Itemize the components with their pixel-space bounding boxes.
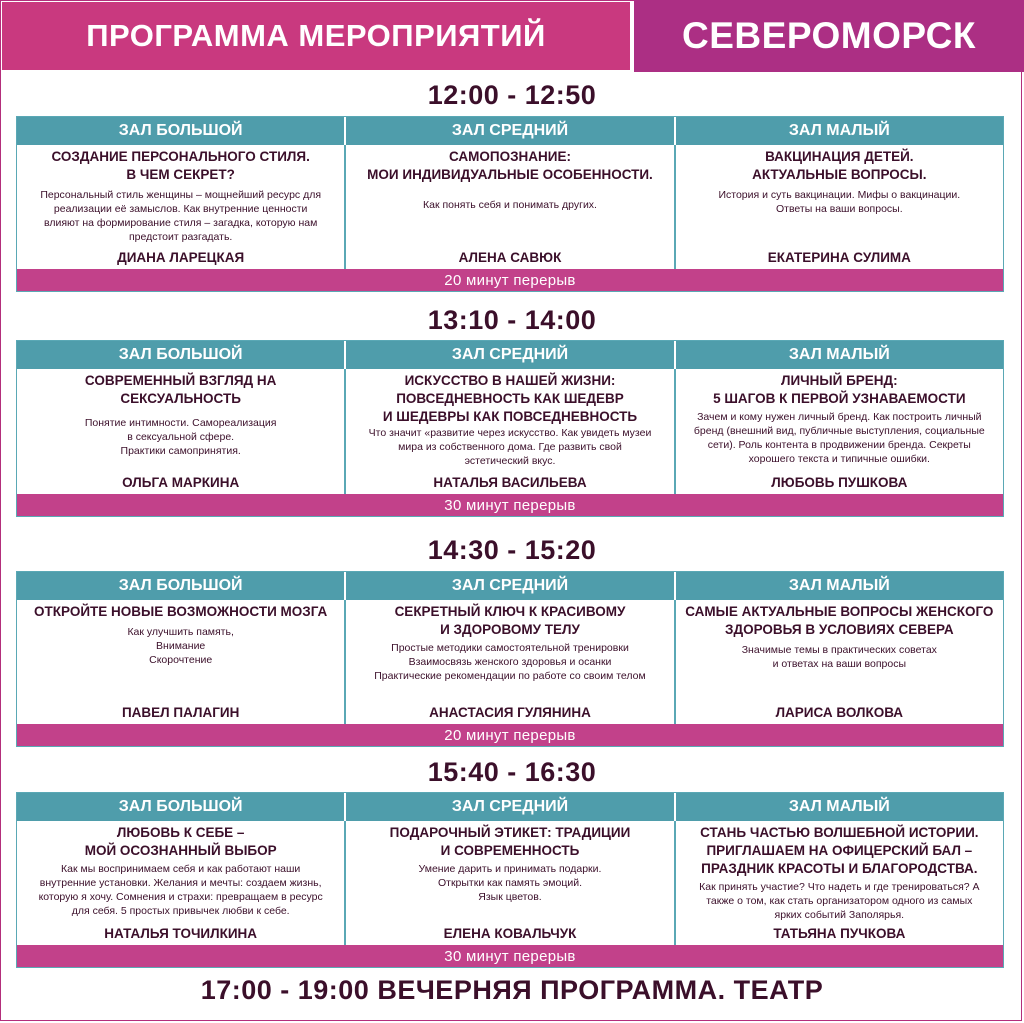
talk-cell bbox=[346, 600, 675, 724]
slot-time: 15:40 - 16:30 bbox=[427, 757, 597, 787]
talk-description: Как мы воспринимаем себя и как работают наши внутренние установки. Желания и мечты: создаем жизнь, которую я хочу. Сомнения и страхи: превращаем в ресурс для себя. 5 простых привычек любви к себе. bbox=[38, 863, 323, 917]
header bbox=[0, 0, 1024, 72]
talk-description: Значимые темы в практических советах и ответах на ваши вопросы bbox=[741, 644, 937, 670]
break-bar: 30 минут перерыв bbox=[17, 494, 1003, 516]
talk-cell bbox=[17, 369, 346, 494]
talk-row bbox=[17, 369, 1003, 494]
talk-title: СЕКРЕТНЫЙ КЛЮЧ К КРАСИВОМУ И ЗДОРОВОМУ ТЕЛУ bbox=[394, 604, 626, 637]
talk-description: Что значит «развитие через искусство. Как увидеть музеи мира из собственного дома. Где развить свой эстетический вкус. bbox=[368, 427, 652, 467]
city-title: СЕВЕРОМОРСК bbox=[634, 0, 1024, 72]
talk-description: Умение дарить и принимать подарки. Открытки как память эмоций. Язык цветов. bbox=[418, 863, 602, 903]
talk-title: СОВРЕМЕННЫЙ ВЗГЛЯД НА СЕКСУАЛЬНОСТЬ bbox=[84, 373, 277, 406]
break-bar: 30 минут перерыв bbox=[17, 945, 1003, 967]
break-bar: 20 минут перерыв bbox=[17, 724, 1003, 746]
speaker-name: НАТАЛЬЯ ТОЧИЛКИНА bbox=[104, 926, 258, 941]
hall-large: ЗАЛ БОЛЬШОЙ bbox=[17, 341, 346, 369]
slot-time: 12:00 - 12:50 bbox=[427, 80, 597, 110]
schedule-block bbox=[16, 571, 1004, 747]
talk-title: ЛИЧНЫЙ БРЕНД: 5 ШАГОВ К ПЕРВОЙ УЗНАВАЕМОСТИ bbox=[713, 373, 966, 406]
talk-cell bbox=[346, 821, 675, 945]
speaker-name: АНАСТАСИЯ ГУЛЯНИНА bbox=[429, 705, 591, 720]
slot-time: 13:10 - 14:00 bbox=[427, 305, 597, 335]
hall-large: ЗАЛ БОЛЬШОЙ bbox=[17, 793, 346, 821]
talk-description: Как улучшить память, Внимание Скорочтение bbox=[127, 626, 234, 666]
speaker-name: ПАВЕЛ ПАЛАГИН bbox=[121, 705, 240, 720]
hall-small: ЗАЛ МАЛЫЙ bbox=[676, 793, 1003, 821]
talk-cell bbox=[17, 821, 346, 945]
talk-title: ИСКУССТВО В НАШЕЙ ЖИЗНИ: ПОВСЕДНЕВНОСТЬ КАК ШЕДЕВР И ШЕДЕВРЫ КАК ПОВСЕДНЕВНОСТЬ bbox=[382, 373, 638, 424]
speaker-name: ДИАНА ЛАРЕЦКАЯ bbox=[117, 250, 245, 265]
hall-header-row bbox=[17, 117, 1003, 145]
speaker-name: ТАТЬЯНА ПУЧКОВА bbox=[773, 926, 906, 941]
talk-title: СОЗДАНИЕ ПЕРСОНАЛЬНОГО СТИЛЯ. В ЧЕМ СЕКРЕТ? bbox=[51, 149, 310, 182]
talk-description: Персональный стиль женщины – мощнейший ресурс для реализации её замыслов. Как внутренние ценности влияют на формирование стиля – загадка, которую нам предстоит разгадать. bbox=[40, 189, 322, 243]
hall-header-row bbox=[17, 793, 1003, 821]
talk-cell bbox=[17, 145, 346, 269]
talk-description: Как принять участие? Что надеть и где тренироваться? А также о том, как стать организатором одного из самых ярких событий Заполярья. bbox=[699, 881, 980, 921]
talk-title: ОТКРОЙТЕ НОВЫЕ ВОЗМОЖНОСТИ МОЗГА bbox=[34, 604, 328, 619]
talk-description: Простые методики самостоятельной тренировки Взаимосвязь женского здоровья и осанки Практические рекомендации по работе со своим телом bbox=[374, 642, 646, 682]
talk-title: СТАНЬ ЧАСТЬЮ ВОЛШЕБНОЙ ИСТОРИИ. ПРИГЛАШАЕМ НА ОФИЦЕРСКИЙ БАЛ – ПРАЗДНИК КРАСОТЫ И БЛАГОРОДСТВА. bbox=[700, 825, 979, 876]
hall-header-row bbox=[17, 341, 1003, 369]
talk-row bbox=[17, 600, 1003, 724]
speaker-name: АЛЕНА САВЮК bbox=[458, 250, 562, 265]
talk-cell bbox=[676, 821, 1003, 945]
speaker-name: ОЛЬГА МАРКИНА bbox=[122, 475, 240, 490]
hall-small: ЗАЛ МАЛЫЙ bbox=[676, 117, 1003, 145]
hall-medium: ЗАЛ СРЕДНИЙ bbox=[346, 793, 675, 821]
talk-cell bbox=[676, 369, 1003, 494]
hall-medium: ЗАЛ СРЕДНИЙ bbox=[346, 341, 675, 369]
schedule-block bbox=[16, 340, 1004, 517]
hall-medium: ЗАЛ СРЕДНИЙ bbox=[346, 117, 675, 145]
talk-cell bbox=[676, 145, 1003, 269]
talk-description: Понятие интимности. Самореализация в сексуальной сфере. Практики самопринятия. bbox=[84, 417, 277, 457]
speaker-name: ЛЮБОВЬ ПУШКОВА bbox=[771, 475, 908, 490]
speaker-name: ЕЛЕНА КОВАЛЬЧУК bbox=[443, 926, 577, 941]
hall-medium: ЗАЛ СРЕДНИЙ bbox=[346, 572, 675, 600]
talk-cell bbox=[676, 600, 1003, 724]
talk-cell bbox=[346, 145, 675, 269]
talk-title: САМОПОЗНАНИЕ: МОИ ИНДИВИДУАЛЬНЫЕ ОСОБЕННОСТИ. bbox=[367, 149, 653, 182]
talk-title: ВАКЦИНАЦИЯ ДЕТЕЙ. АКТУАЛЬНЫЕ ВОПРОСЫ. bbox=[752, 149, 927, 182]
speaker-name: ЛАРИСА ВОЛКОВА bbox=[775, 705, 904, 720]
talk-row bbox=[17, 821, 1003, 945]
hall-small: ЗАЛ МАЛЫЙ bbox=[676, 572, 1003, 600]
speaker-name: НАТАЛЬЯ ВАСИЛЬЕВА bbox=[433, 475, 587, 490]
talk-description: Как понять себя и понимать других. bbox=[422, 199, 597, 211]
hall-small: ЗАЛ МАЛЫЙ bbox=[676, 341, 1003, 369]
slot-time: 14:30 - 15:20 bbox=[427, 535, 597, 565]
schedule-block bbox=[16, 116, 1004, 292]
program-title: ПРОГРАММА МЕРОПРИЯТИЙ bbox=[2, 2, 630, 70]
hall-large: ЗАЛ БОЛЬШОЙ bbox=[17, 572, 346, 600]
talk-description: История и суть вакцинации. Мифы о вакцинации. Ответы на ваши вопросы. bbox=[718, 189, 961, 215]
hall-header-row bbox=[17, 572, 1003, 600]
talk-title: ПОДАРОЧНЫЙ ЭТИКЕТ: ТРАДИЦИИ И СОВРЕМЕННОСТЬ bbox=[389, 825, 631, 858]
break-bar: 20 минут перерыв bbox=[17, 269, 1003, 291]
talk-title: ЛЮБОВЬ К СЕБЕ – МОЙ ОСОЗНАННЫЙ ВЫБОР bbox=[84, 825, 277, 858]
schedule-block bbox=[16, 792, 1004, 968]
evening-program: 17:00 - 19:00 ВЕЧЕРНЯЯ ПРОГРАММА. ТЕАТР bbox=[200, 975, 824, 1005]
talk-description: Зачем и кому нужен личный бренд. Как построить личный бренд (внешний вид, публичные выступления, социальные сети). Роль контента в продвижении бренда. Секреты хорошего текста и типичные ошибки. bbox=[693, 411, 985, 465]
talk-cell bbox=[17, 600, 346, 724]
hall-large: ЗАЛ БОЛЬШОЙ bbox=[17, 117, 346, 145]
talk-row bbox=[17, 145, 1003, 269]
talk-title: САМЫЕ АКТУАЛЬНЫЕ ВОПРОСЫ ЖЕНСКОГО ЗДОРОВЬЯ В УСЛОВИЯХ СЕВЕРА bbox=[685, 604, 994, 637]
talk-cell bbox=[346, 369, 675, 494]
speaker-name: ЕКАТЕРИНА СУЛИМА bbox=[767, 250, 911, 265]
